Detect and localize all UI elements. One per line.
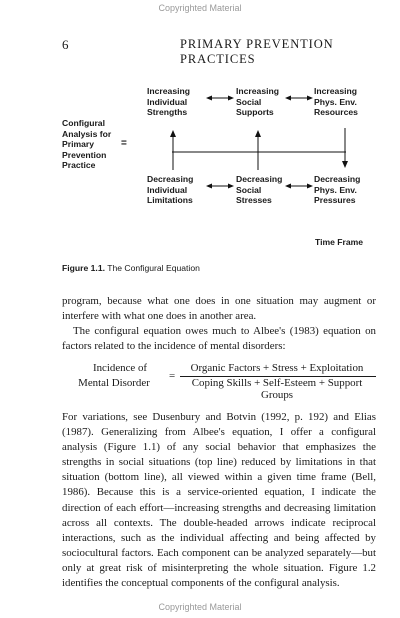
double-arrow-icon [285,184,313,189]
double-arrow-icon [285,96,313,101]
down-arrow-icon [342,132,348,168]
time-frame-label: Time Frame [315,237,364,247]
box-increasing-social-supports: Increasing Social Supports [236,86,279,117]
configural-diagram [0,0,400,280]
box-increasing-individual-strengths: Increasing Individual Strengths [147,86,190,117]
box-increasing-physical-resources: Increasing Phys. Env. Resources [314,86,358,117]
double-arrow-icon [206,96,234,101]
albee-equation [0,362,400,402]
figure-caption [62,263,200,273]
figure-caption-text: The Configural Equation [107,263,200,273]
paragraph-2: The configural equation owes much to Albee's (1983) equation on factors related to the incidence of mental disorders: [62,325,376,353]
up-arrow-icon [170,130,176,166]
equation-numerator: Organic Factors + Stress + Exploitation [190,362,364,374]
watermark-top: Copyrighted Material [158,3,242,13]
figure-caption-label: Figure 1.1. [62,263,105,273]
box-decreasing-physical-pressures: Decreasing Phys. Env. Pressures [314,174,361,205]
box-decreasing-individual-limitations: Decreasing Individual Limitations [147,174,194,205]
double-arrow-icon [206,184,234,189]
diagram-left-label: Configural Analysis for Primary Prevention Practice [62,118,112,170]
running-title: PRIMARY PREVENTION PRACTICES [180,37,334,66]
diagram-equals-sign: = [121,138,127,149]
paragraph-3: For variations, see Dusenbury and Botvin (1992, p. 192) and Elias (1987). Generalizing from Albee's equation, I offer a configural analysis (Figure 1.1) of any social behavior that emphasizes the strengths in social situations (top line) reduced by limitations in that situation (bottom line), all viewed within a given time frame (Bell, 1986). Because this is a service-oriented equation, I indicate the direction of each effort—increasing strengths and decreasing limitation across all contexts. The double-headed arrows indicate reciprocal interactions, such as the individual affecting and being affected by sociocultural factors. Each component can be analyzed separately—but only at great risk of misinterpreting the whole situation. Figure 1.2 identifies the conceptual components of the configural analysis. [62,411,376,590]
equation-equals-sign: = [169,370,176,382]
page-number: 6 [62,37,69,52]
equation-lhs-line2: Mental Disorder [78,377,150,389]
watermark-bottom: Copyrighted Material [158,602,242,612]
equation-denominator: Coping Skills + Self-Esteem + Support Groups [191,377,363,401]
box-decreasing-social-stresses: Decreasing Social Stresses [236,174,283,205]
paragraph-1: program, because what one does in one situation may augment or interfere with what one does in another area. [62,295,376,323]
equation-lhs-line1: Incidence of [92,362,148,374]
up-arrow-icon [255,130,261,166]
